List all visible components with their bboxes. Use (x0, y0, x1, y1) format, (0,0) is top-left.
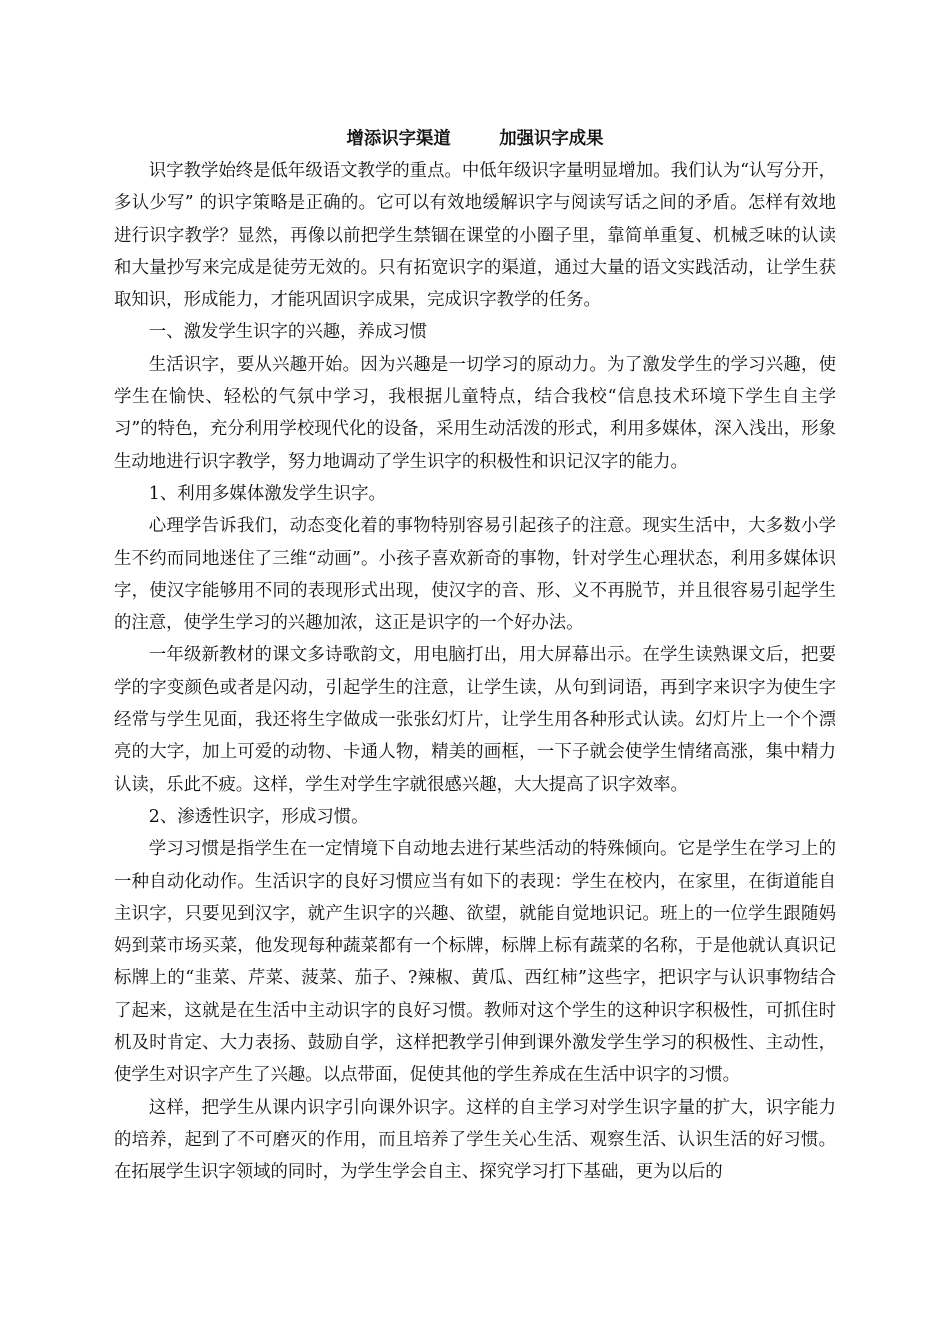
paragraph-psychology: 心理学告诉我们，动态变化着的事物特别容易引起孩子的注意。现实生活中，大多数小学生不约而同地迷住了三维“动画”。小孩子喜欢新奇的事物，针对学生心理状态，利用多媒体识字，使汉字能够用不同的表现形式出现，使汉字的音、形、义不再脱节，并且很容易引起学生的注意，使学生学习的兴趣加浓，这正是识字的一个好办法。 (114, 516, 836, 634)
subsection-heading-2: 2、渗透性识字，形成习惯。 (148, 806, 369, 827)
paragraph-habits: 学习习惯是指学生在一定情境下自动地去进行某些活动的特殊倾向。它是学生在学习上的一种自动化动作。生活识字的良好习惯应当有如下的表现：学生在校内，在家里，在街道能自主识字，只要见到汉字，就产生识字的兴趣、欲望，就能自觉地识记。班上的一位学生跟随妈妈到菜市场买菜，他发现每种蔬菜都有一个标牌，标牌上标有蔬菜的名称，于是他就认真识记标牌上的“韭菜、芹菜、菠菜、茄子、?辣椒、黄瓜、西红柿”这些字，把识字与认识事物结合了起来，这就是在生活中主动识字的良好习惯。教师对这个学生的这种识字积极性，可抓住时机及时肯定、大力表扬、鼓励自学，这样把教学引伸到课外激发学生学习的积极性、主动性，使学生对识字产生了兴趣。以点带面，促使其他的学生养成在生活中识字的习惯。 (114, 839, 836, 1086)
paragraph-intro: 识字教学始终是低年级语文教学的重点。中低年级识字量明显增加。我们认为“认写分开，多认少写” 的识字策略是正确的。它可以有效地缓解识字与阅读写话之间的矛盾。怎样有效地进行识字教学？显然，再像以前把学生禁锢在课堂的小圈子里，靠简单重复、机械乏味的认读和大量抄写来完成是徒劳无效的。只有拓宽识字的渠道，通过大量的语文实践活动，让学生获取知识，形成能力，才能巩固识字成果，完成识字教学的任务。 (114, 161, 836, 311)
document-title: 增添识字渠道 加强识字成果 (346, 129, 604, 149)
section-heading-1: 一、激发学生识字的兴趣，养成习惯 (148, 322, 428, 343)
document-body (114, 127, 836, 1189)
paragraph-textbook: 一年级新教材的课文多诗歌韵文，用电脑打出，用大屏幕出示。在学生读熟课文后，把要学的字变颜色或者是闪动，引起学生的注意，让学生读，从句到词语，再到字来识字为使生字经常与学生见面，我还将生字做成一张张幻灯片，让学生用各种形式认读。幻灯片上一个个漂亮的大字，加上可爱的动物、卡通人物，精美的画框，一下子就会使学生情绪高涨，集中精力认读，乐此不疲。这样，学生对学生字就很感兴趣，大大提高了识字效率。 (114, 645, 836, 795)
subsection-heading-1: 1、利用多媒体激发学生识字。 (148, 483, 386, 504)
paragraph-extracurricular: 这样，把学生从课内识字引向课外识字。这样的自主学习对学生识字量的扩大，识字能力的培养，起到了不可磨灭的作用，而且培养了学生关心生活、观察生活、认识生活的好习惯。在拓展学生识字领域的同时，为学生学会自主、探究学习打下基础，更为以后的 (114, 1097, 836, 1183)
paragraph-interest: 生活识字，要从兴趣开始。因为兴趣是一切学习的原动力。为了激发学生的学习兴趣，使学生在愉快、轻松的气氛中学习，我根据儿童特点，结合我校“信息技术环境下学生自主学习”的特色，充分利用学校现代化的设备，采用生动活泼的形式，利用多媒体，深入浅出，形象生动地进行识字教学，努力地调动了学生识字的积极性和识记汉字的能力。 (114, 354, 836, 472)
